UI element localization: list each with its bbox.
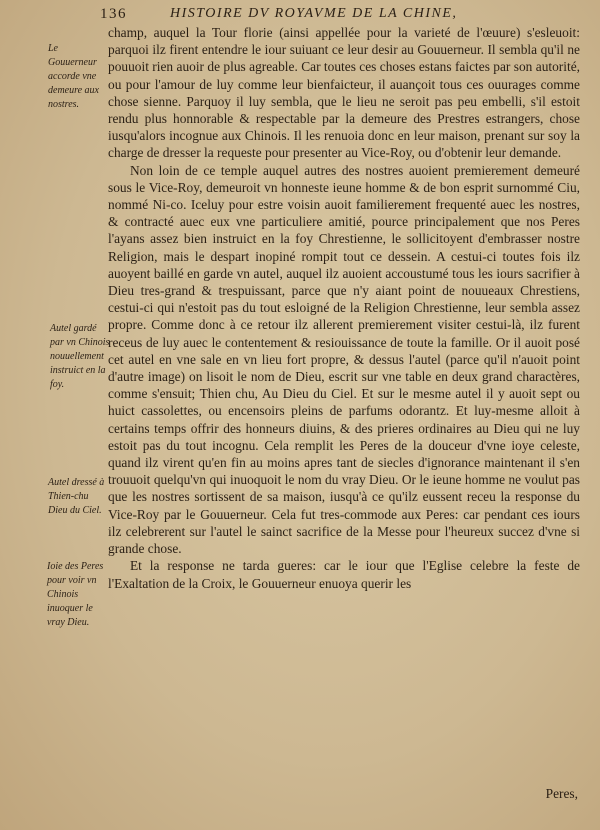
paragraph: Non loin de ce temple auquel autres des nostres auoient premierement demeuré sous le Vice-Roy, demeuroit vn honneste ieune homme & de bon esprit surnommé Ciu, nommé Ni-co. Iceluy pour estre voisin auoit familierement frequenté auec les nostres, & contracté auec eux vne particuliere amitié, pource principalement que nos Peres l'ayans assez bien instruict en la foy Chrestienne, le sollicitoyent d'embrasser nostre Religion, mais le despart inopiné rompit tout ce dessein. A cestui-ci toutes fois ilz auoyent baillé en garde vn autel, auquel ilz auoient accoustumé tous les iours sacrifier à Dieu tres-grand & trespuissant, parce que n'y aiant point de nouueaux Chrestiens, cestui-ci qui n'estoit pas du tout esloigné de la Religion Chrestienne, leur sembla assez propre. Comme donc à ce retour ilz allerent premierement visiter cestui-là, ilz furent receus de luy auec le contentement & resiouissance de toute la famille. Or il auoit posé cet autel en vne sale en vn lieu fort propre, & dessus l'autel (parce qu'il n'auoit point d'autre image) on lisoit le nom de Dieu, escrit sur vne table en deux grand charactères, comme s'ensuit; Thien chu, Au Dieu du Ciel. Et sur le mesme autel il y auoit sept ou huict cassolettes, ou encensoirs pleins de parfums odorantz. Et luy-mesme alloit à certains temps offrir des honneurs diuins, & des prieres ordinaires au Dieu qui ne luy estoit pas du tout incognu. Cela remplit les Peres de la douceur d'vne ioye celeste, quand ilz virent qu'en fin au moins apres tant de siecles d'ignorance maintenant il s'en trouuoit quelqu'vn qui inuoquoit le nom du vray Dieu. Or le ieune homme ne voulut pas que les nostres sortissent de sa maison, iusqu'à ce qu'ilz eussent receu la response du Vice-Roy par le Gouuerneur. Cela fut tres-commode aux Peres: car pendant ces iours ilz celebrerent sur l'autel le sainct sacrifice de la Messe pour l'heureux succez d'vne si grande chose.	[108, 162, 580, 557]
margin-note: Autel dressé à Thien-chu Dieu du Ciel.	[48, 477, 105, 516]
running-title: HISTOIRE DV ROYAVME DE LA CHINE,	[170, 6, 458, 21]
main-text	[108, 24, 580, 592]
catchword: Peres,	[545, 786, 578, 801]
margin-note: Ioie des Peres pour voir vn Chinois inuoquer le vray Dieu.	[47, 561, 104, 628]
paragraph: champ, auquel la Tour florie (ainsi appellée pour la varieté de l'œuure) s'esleuoit: parquoi ilz firent entendre le iour suiuant ce leur desir au Gouuerneur. Il sembla qu'il ne pouuoit rien auoir de plus agreable. Car toutes ces choses estans faictes par son autorité, ou pour l'amour de luy comme leur bienfaicteur, il auançoit tous ces ouurages comme chose sienne. Parquoy il luy sembla, que le lieu ne seroit pas peu embelli, s'il estoit rendu plus honnorable & respectable par la demeure des Prestres estrangers, chose iusqu'alors incognue aux Chinois. Il les renuoia donc en leur maison, prenant sur soy la charge de dresser la requeste pour presenter au Vice-Roy, ou d'obtenir leur demande.	[108, 25, 580, 161]
margin-note: Le Gouuerneur accorde vne demeure aux nostres.	[48, 43, 99, 110]
paragraph: Et la response ne tarda gueres: car le iour que l'Eglise celebre la feste de l'Exaltation de la Croix, le Gouuerneur enuoya querir les	[108, 558, 580, 591]
margin-note: Autel gardé par vn Chinois nouuellement instruict en la foy.	[50, 323, 110, 390]
page-number: 136	[100, 6, 127, 22]
page-header	[100, 4, 590, 26]
